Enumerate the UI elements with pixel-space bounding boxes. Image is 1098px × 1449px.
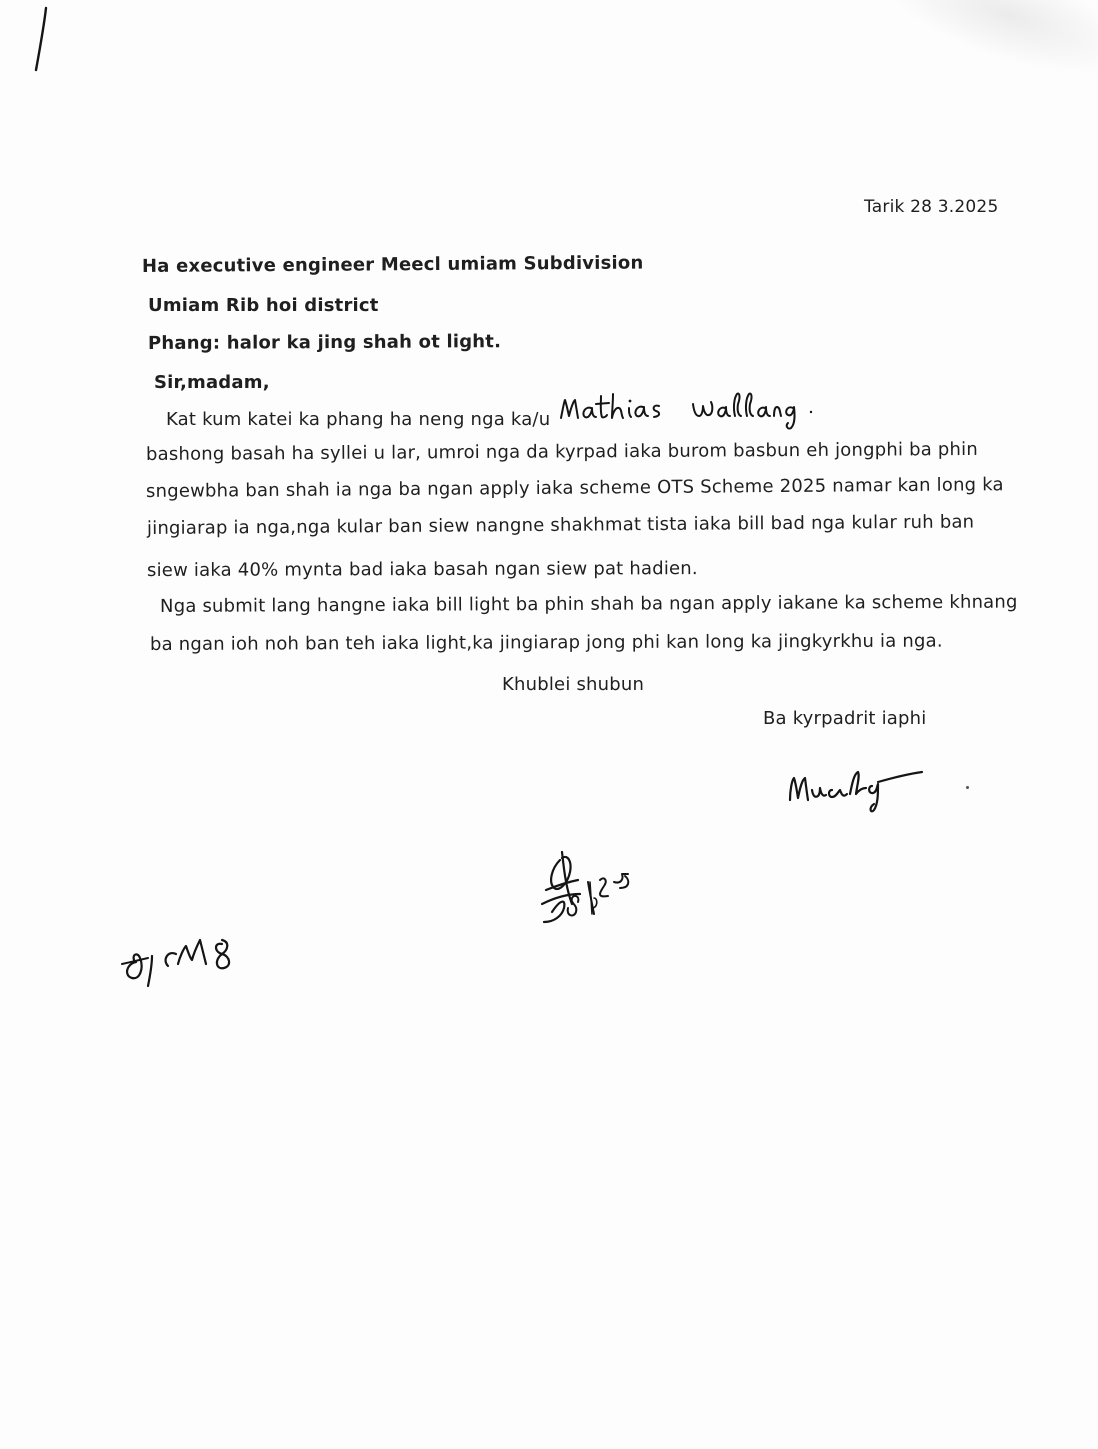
paragraph-1-line-2: bashong basah ha syllei u lar, umroi nga da kyrpad iaka burom basbun eh jongphi ba phin xyxy=(145,438,978,465)
paragraph-2-line-1: Nga submit lang hangne iaka bill light ba phin shah ba ngan apply iakane ka scheme khnang xyxy=(159,591,1018,617)
handwritten-name xyxy=(555,388,815,432)
signoff-line: Ba kyrpadrit iaphi xyxy=(763,708,927,729)
left-initials xyxy=(118,918,248,993)
corner-pen-mark xyxy=(30,6,54,72)
stray-dot xyxy=(966,786,969,789)
recipient-line-2: Umiam Rib hoi district xyxy=(148,295,379,316)
paragraph-1-line-1: Kat kum katei ka phang ha neng nga ka/u xyxy=(166,409,551,430)
paragraph-1-line-3: sngewbha ban shah ia nga ba ngan apply iaka scheme OTS Scheme 2025 namar kan long ka xyxy=(145,474,1004,502)
paragraph-1-line-5: siew iaka 40% mynta bad iaka basah ngan siew pat hadien. xyxy=(146,558,698,581)
signature xyxy=(782,760,932,820)
scan-shadow xyxy=(870,0,1098,98)
recipient-line-1: Ha executive engineer Meecl umiam Subdivision xyxy=(141,252,644,277)
letter-subject: Phang: halor ka jing shah ot light. xyxy=(147,331,502,354)
paragraph-1-line-4: jingiarap ia nga,nga kular ban siew nangne shakhmat tista iaka bill bad nga kular ruh ban xyxy=(146,511,975,539)
letter-date: Tarik 28 3.2025 xyxy=(864,197,999,217)
salutation: Sir,madam, xyxy=(154,372,270,393)
paragraph-2-line-2: ba ngan ioh noh ban teh iaka light,ka jingiarap jong phi kan long ka jingkyrkhu ia nga. xyxy=(149,630,943,655)
center-initials-date xyxy=(532,842,662,927)
closing-line: Khublei shubun xyxy=(502,674,645,695)
